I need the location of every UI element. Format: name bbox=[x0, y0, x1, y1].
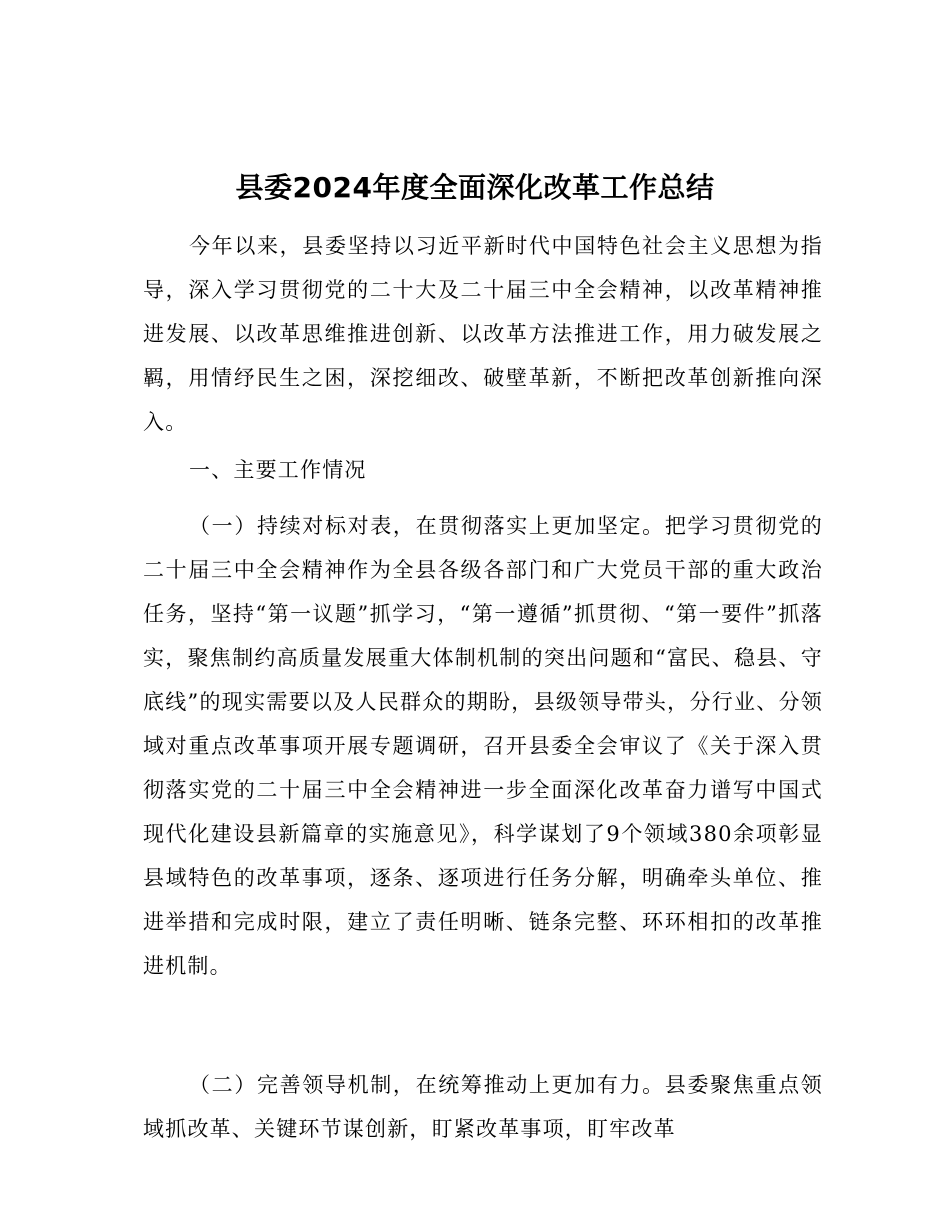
document-title: 县委2024年度全面深化改革工作总结 bbox=[235, 171, 715, 204]
intro-paragraph: 今年以来，县委坚持以习近平新时代中国特色社会主义思想为指导，深入学习贯彻党的二十大及二十届三中全会精神，以改革精神推进发展、以改革思维推进创新、以改革方法推进工作，用力破发展之羁，用情纾民生之困，深挖细改、破壁革新，不断把改革创新推向深入。 bbox=[143, 234, 823, 434]
subsection-paragraph-2: （二）完善领导机制，在统筹推动上更加有力。县委聚焦重点领域抓改革、关键环节谋创新，盯紧改革事项，盯牢改革 bbox=[143, 1073, 823, 1141]
section-heading: 一、主要工作情况 bbox=[189, 458, 367, 482]
subsection-paragraph-1: （一）持续对标对表，在贯彻落实上更加坚定。把学习贯彻党的二十届三中全会精神作为全县各级各部门和广大党员干部的重大政治任务，坚持“第一议题”抓学习，“第一遵循”抓贯彻、“第一要件”抓落实，聚焦制约高质量发展重大体制机制的突出问题和“富民、稳县、守底线”的现实需要以及人民群众的期盼，县级领导带头，分行业、分领域对重点改革事项开展专题调研，召开县委全会审议了《关于深入贯彻落实党的二十届三中全会精神进一步全面深化改革奋力谱写中国式现代化建设县新篇章的实施意见》，科学谋划了9个领域380余项彰显县域特色的改革事项，逐条、逐项进行任务分解，明确牵头单位、推进举措和完成时限，建立了责任明晰、链条完整、环环相扣的改革推进机制。 bbox=[143, 514, 823, 978]
